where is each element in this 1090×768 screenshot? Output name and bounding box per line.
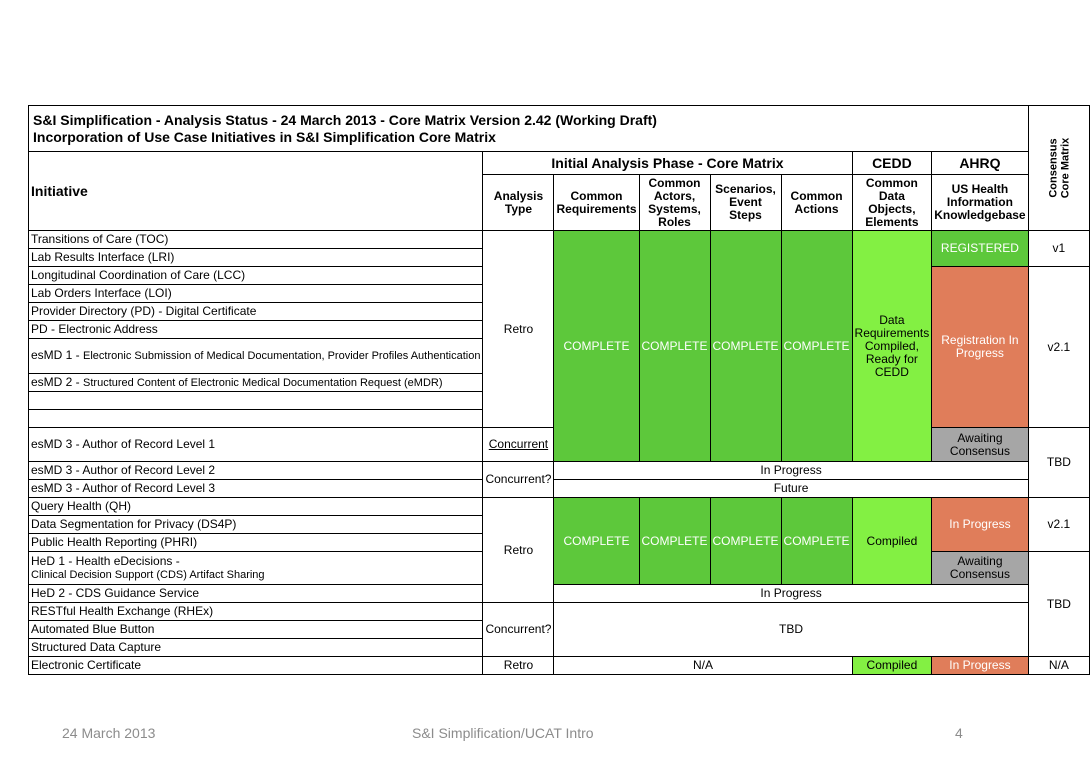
footer-date: 24 March 2013	[62, 725, 156, 741]
analysis-type-retro-2: Retro	[483, 498, 554, 603]
analysis-type-header: Analysis Type	[483, 175, 554, 231]
esmd2-description: Structured Content of Electronic Medical Documentation Request (eMDR)	[83, 376, 443, 389]
initiative-esmd3-l3: esMD 3 - Author of Record Level 3	[29, 480, 483, 498]
initiative-abb: Automated Blue Button	[29, 621, 483, 639]
analysis-type-retro-3: Retro	[483, 657, 554, 675]
initiative-hed2: HeD 2 - CDS Guidance Service	[29, 585, 483, 603]
initiative-lri: Lab Results Interface (LRI)	[29, 249, 483, 267]
consensus-label: Consensus	[1046, 138, 1059, 198]
consensus-v1: v1	[1028, 231, 1090, 267]
common-actors-status-2: COMPLETE	[639, 498, 710, 585]
initiative-phri: Public Health Reporting (PHRI)	[29, 534, 483, 552]
consensus-v21-2: v2.1	[1028, 498, 1090, 552]
us-health-knowledgebase-header: US Health Information Knowledgebase	[932, 175, 1028, 231]
common-actors-status-1: COMPLETE	[639, 231, 710, 462]
core-matrix-label: Core Matrix	[1058, 137, 1071, 199]
cedd-header: CEDD	[852, 152, 932, 175]
initiative-esmd1	[29, 339, 483, 374]
esmd1-description: Electronic Submission of Medical Documentation, Provider Profiles Authentication	[83, 350, 481, 362]
title-line-1: S&I Simplification - Analysis Status - 24 March 2013 - Core Matrix Version 2.42 (Working Draft)	[33, 111, 657, 128]
cedd-status-1: Data Requirements Compiled, Ready for CEDD	[852, 231, 932, 462]
tbd-block-status: TBD	[554, 603, 1028, 657]
initiative-pd-ea: PD - Electronic Address	[29, 321, 483, 339]
consensus-core-matrix-header	[1028, 106, 1090, 231]
hed1-description: Clinical Decision Support (CDS) Artifact Sharing	[31, 568, 265, 581]
initiative-hed1	[29, 552, 483, 585]
title-line-2: Incorporation of Use Case Initiatives in S&I Simplification Core Matrix	[33, 128, 496, 145]
ahrq-status-in-progress-2: In Progress	[932, 657, 1028, 675]
analysis-type-concurrent: Concurrent	[483, 428, 554, 462]
consensus-tbd-2: TBD	[1028, 552, 1090, 657]
ahrq-status-awaiting-consensus-2: Awaiting Consensus	[932, 552, 1028, 585]
initiative-ds4p: Data Segmentation for Privacy (DS4P)	[29, 516, 483, 534]
initiative-esmd3-l1: esMD 3 - Author of Record Level 1	[29, 428, 483, 462]
scenarios-status-1: COMPLETE	[710, 231, 781, 462]
ahrq-status-registered: REGISTERED	[932, 231, 1028, 267]
initiative-rhex: RESTful Health Exchange (RHEx)	[29, 603, 483, 621]
initiative-qh: Query Health (QH)	[29, 498, 483, 516]
cedd-status-compiled-1: Compiled	[852, 498, 932, 585]
common-requirements-header: Common Requirements	[554, 175, 639, 231]
filler-row-2	[29, 410, 483, 428]
common-actors-header: Common Actors, Systems, Roles	[639, 175, 710, 231]
analysis-type-concurrent-q-1: Concurrent?	[483, 462, 554, 498]
common-requirements-status-2: COMPLETE	[554, 498, 639, 585]
scenarios-status-2: COMPLETE	[710, 498, 781, 585]
initiative-toc: Transitions of Care (TOC)	[29, 231, 483, 249]
initiative-loi: Lab Orders Interface (LOI)	[29, 285, 483, 303]
initiative-ec: Electronic Certificate	[29, 657, 483, 675]
hed1-title: HeD 1 - Health eDecisions -	[31, 553, 180, 568]
common-requirements-status-1: COMPLETE	[554, 231, 639, 462]
esmd3-l3-status: Future	[554, 480, 1028, 498]
consensus-na: N/A	[1028, 657, 1090, 675]
matrix-title	[29, 106, 1029, 152]
footer-page-number: 4	[955, 725, 963, 741]
analysis-type-concurrent-q-2: Concurrent?	[483, 603, 554, 657]
initiative-pd: Provider Directory (PD) - Digital Certificate	[29, 303, 483, 321]
hed2-status: In Progress	[554, 585, 1028, 603]
common-actions-header: Common Actions	[781, 175, 852, 231]
consensus-v21-1: v2.1	[1028, 267, 1090, 428]
ahrq-status-awaiting-consensus-1: Awaiting Consensus	[932, 428, 1028, 462]
core-matrix-table	[28, 105, 1090, 675]
common-actions-status-1: COMPLETE	[781, 231, 852, 462]
consensus-tbd-1: TBD	[1028, 428, 1090, 498]
footer-title: S&I Simplification/UCAT Intro	[412, 725, 594, 741]
analysis-type-retro-1: Retro	[483, 231, 554, 428]
esmd2-title: esMD 2 -	[31, 374, 84, 389]
initiative-sdc: Structured Data Capture	[29, 639, 483, 657]
esmd1-title: esMD 1 -	[31, 348, 84, 362]
initial-analysis-phase-header: Initial Analysis Phase - Core Matrix	[483, 152, 852, 175]
esmd3-l2-status: In Progress	[554, 462, 1028, 480]
ahrq-header: AHRQ	[932, 152, 1028, 175]
initiative-header: Initiative	[29, 152, 483, 231]
common-data-objects-header: Common Data Objects, Elements	[852, 175, 932, 231]
ahrq-status-in-progress-1: In Progress	[932, 498, 1028, 552]
initiative-esmd3-l2: esMD 3 - Author of Record Level 2	[29, 462, 483, 480]
ahrq-status-registration-in-progress: Registration In Progress	[932, 267, 1028, 428]
scenarios-header: Scenarios, Event Steps	[710, 175, 781, 231]
initiative-esmd2	[29, 374, 483, 392]
ec-analysis-status: N/A	[554, 657, 852, 675]
common-actions-status-2: COMPLETE	[781, 498, 852, 585]
cedd-status-compiled-2: Compiled	[852, 657, 932, 675]
initiative-lcc: Longitudinal Coordination of Care (LCC)	[29, 267, 483, 285]
filler-row-1	[29, 392, 483, 410]
